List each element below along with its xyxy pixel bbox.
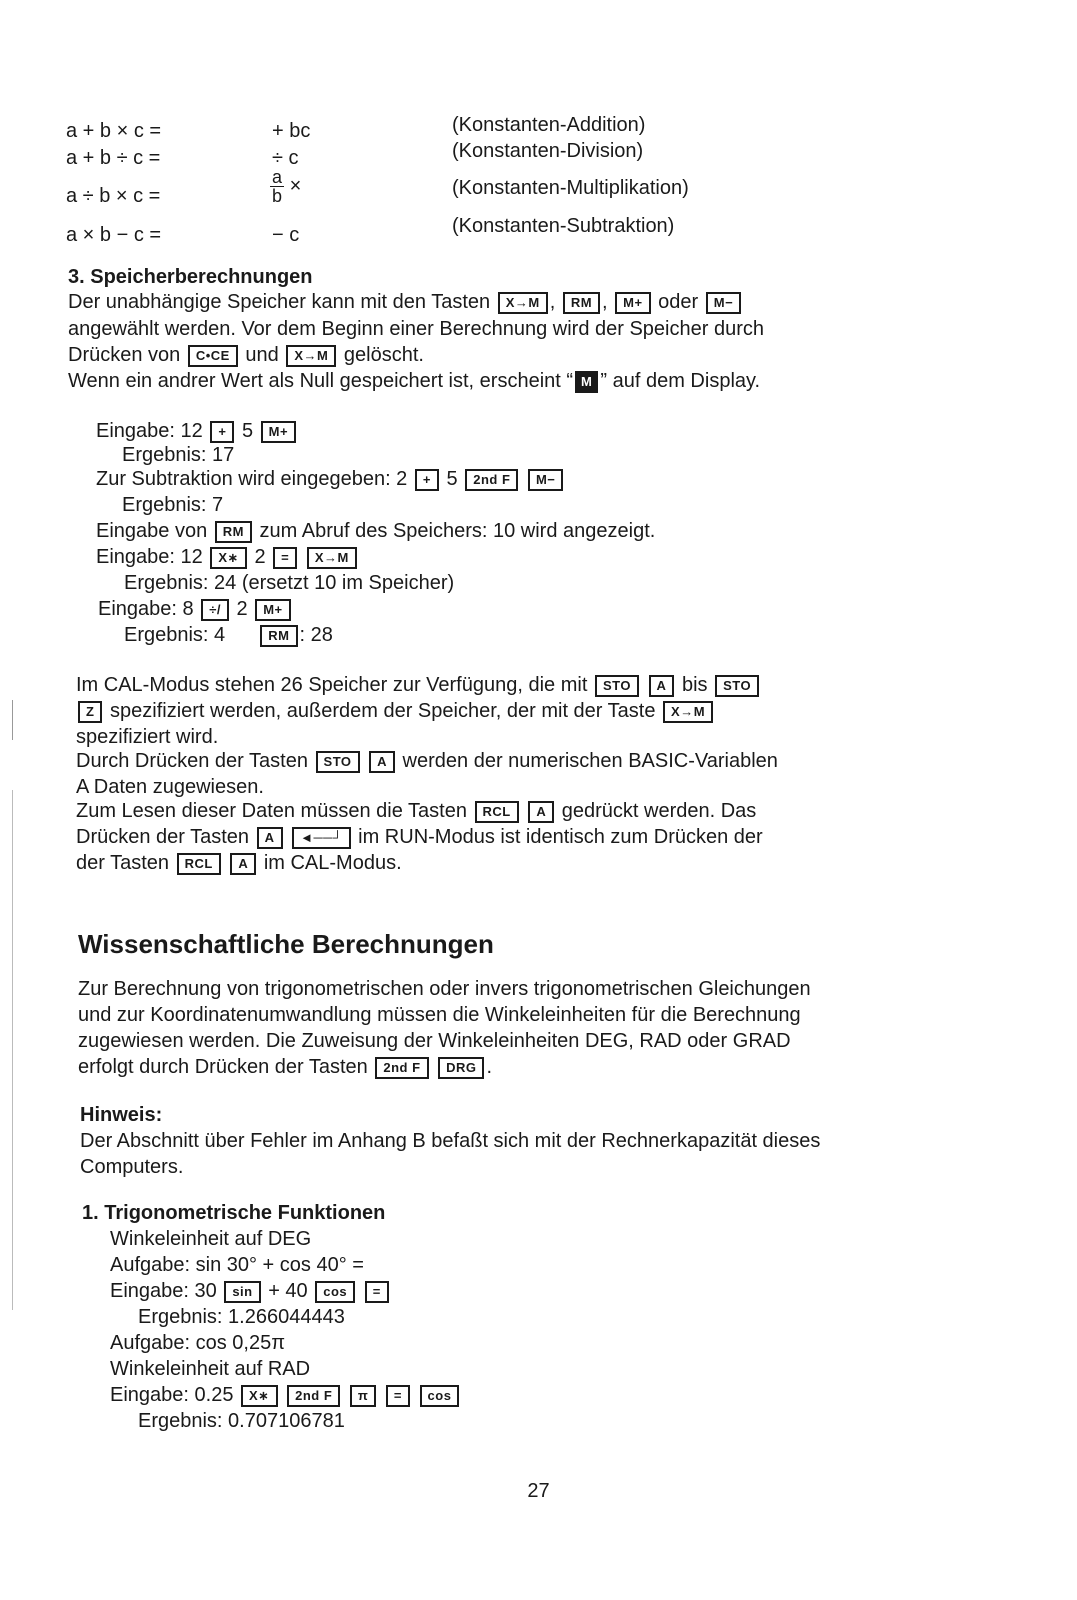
sto-key: STO <box>715 675 759 697</box>
note-heading: Hinweis: <box>80 1104 163 1126</box>
sci-line-2: und zur Koordinatenumwandlung müssen die Winkeleinheiten für die Berechnung <box>78 1004 801 1026</box>
trig-result-1: Ergebnis: 1.266044443 <box>138 1306 345 1328</box>
example-input-4: Eingabe: 12 X∗ 2 = X→M <box>96 544 359 570</box>
trig-line-2: Aufgabe: sin 30° + cos 40° = <box>110 1254 364 1276</box>
cal-line-6: Zum Lesen dieser Daten müssen die Tasten RCL A gedrückt werden. Das <box>76 800 757 822</box>
example-input-1: Eingabe: 12 + 5 M+ <box>96 418 298 444</box>
m-indicator-icon: M <box>575 371 598 393</box>
cce-key: C•CE <box>188 345 238 367</box>
equals-key: = <box>365 1281 389 1303</box>
rcl-key: RCL <box>475 801 519 823</box>
sci-line-4: erfolgt durch Drücken der Tasten 2nd F DRG . <box>78 1056 493 1078</box>
formula-op-1: + bc <box>272 120 311 142</box>
formula-op-4: − c <box>272 224 300 246</box>
trig-line-7: Eingabe: 0.25 X∗ 2nd F π = cos <box>110 1382 461 1408</box>
note-line-1: Der Abschnitt über Fehler im Anhang B befaßt sich mit der Rechnerkapazität dieses <box>80 1130 821 1152</box>
formula-desc-2: (Konstanten-Division) <box>452 140 644 162</box>
cal-line-4: Durch Drücken der Tasten STO A werden der numerischen BASIC-Variablen <box>76 750 778 772</box>
trig-line-6: Winkeleinheit auf RAD <box>110 1358 311 1380</box>
note-line-2: Computers. <box>80 1156 184 1178</box>
cal-line-2: Z spezifiziert werden, außerdem der Speicher, der mit der Taste X→M <box>76 698 715 724</box>
mplus-key: M+ <box>615 292 650 314</box>
trig-line-1: Winkeleinheit auf DEG <box>110 1228 312 1250</box>
memory-line-1: Der unabhängige Speicher kann mit den Tasten X→M , RM , M+ oder M− <box>68 289 743 315</box>
cos-key: cos <box>420 1385 460 1407</box>
cal-line-7: Drücken der Tasten A ◄──┘ im RUN-Modus ist identisch zum Drücken der <box>76 826 763 848</box>
sin-key: sin <box>224 1281 260 1303</box>
xm-key: X→M <box>663 701 713 723</box>
trig-heading: 1. Trigonometrische Funktionen <box>82 1202 386 1224</box>
memory-line-4: Wenn ein andrer Wert als Null gespeichert ist, erscheint “ M ” auf dem Display. <box>68 370 761 392</box>
memory-line-3: Drücken von C•CE und X→M gelöscht. <box>68 344 424 366</box>
section-title: Wissenschaftliche Berechnungen <box>78 929 494 959</box>
a-key: A <box>230 853 256 875</box>
scan-margin-mark <box>12 790 13 1310</box>
trig-result-2: Ergebnis: 0.707106781 <box>138 1410 345 1432</box>
times-key: X∗ <box>241 1385 278 1407</box>
second-f-key: 2nd F <box>287 1385 340 1407</box>
cal-line-3: spezifiziert wird. <box>76 726 219 748</box>
formula-expr-1: a + b × c = <box>66 120 162 142</box>
plus-key: + <box>210 421 234 443</box>
second-f-key: 2nd F <box>465 469 518 491</box>
enter-key: ◄──┘ <box>292 827 351 849</box>
rm-key: RM <box>260 625 297 647</box>
example-result-5: Ergebnis: 4 RM : 28 <box>124 624 333 646</box>
xm-key: X→M <box>498 292 548 314</box>
mplus-key: M+ <box>255 599 290 621</box>
formula-expr-3: a ÷ b × c = <box>66 185 161 207</box>
memory-heading: 3. Speicherberechnungen <box>68 266 313 288</box>
fraction: $\frac{a}{b}$ <box>272 167 283 206</box>
formula-desc-3: (Konstanten-Multiplikation) <box>452 177 689 199</box>
second-f-key: 2nd F <box>375 1057 428 1079</box>
page-number: 27 <box>527 1480 550 1502</box>
cal-line-8: der Tasten RCL A im CAL-Modus. <box>76 852 402 874</box>
sto-key: STO <box>595 675 639 697</box>
example-input-3: Eingabe von RM zum Abruf des Speichers: 10 wird angezeigt. <box>96 520 656 542</box>
example-result-4: Ergebnis: 24 (ersetzt 10 im Speicher) <box>124 572 455 594</box>
times-key: X∗ <box>210 547 247 569</box>
xm-key: X→M <box>307 547 357 569</box>
equals-key: = <box>273 547 297 569</box>
formula-expr-4: a × b − c = <box>66 224 162 246</box>
z-key: Z <box>78 701 102 723</box>
drg-key: DRG <box>438 1057 484 1079</box>
cal-line-1: Im CAL-Modus stehen 26 Speicher zur Verfügung, die mit STO A bis STO <box>76 672 761 698</box>
mminus-key: M− <box>528 469 563 491</box>
formula-desc-1: (Konstanten-Addition) <box>452 114 646 136</box>
equals-key: = <box>386 1385 410 1407</box>
mplus-key: M+ <box>261 421 296 443</box>
sci-line-1: Zur Berechnung von trigonometrischen oder invers trigonometrischen Gleichungen <box>78 978 811 1000</box>
a-key: A <box>257 827 283 849</box>
formula-op-2: ÷ c <box>272 147 299 169</box>
scan-margin-mark <box>12 700 13 740</box>
sci-line-3: zugewiesen werden. Die Zuweisung der Winkeleinheiten DEG, RAD oder GRAD <box>78 1030 791 1052</box>
rcl-key: RCL <box>177 853 221 875</box>
rm-key: RM <box>215 521 252 543</box>
example-result-2: Ergebnis: 7 <box>122 494 224 516</box>
memory-line-2: angewählt werden. Vor dem Beginn einer Berechnung wird der Speicher durch <box>68 318 764 340</box>
a-key: A <box>649 675 675 697</box>
example-input-5: Eingabe: 8 ÷/ 2 M+ <box>98 596 293 622</box>
divide-key: ÷/ <box>201 599 229 621</box>
cos-key: cos <box>315 1281 355 1303</box>
formula-op-3: $\frac{a}{b}$ × <box>272 167 302 206</box>
trig-line-5: Aufgabe: cos 0,25π <box>110 1332 286 1354</box>
trig-line-3: Eingabe: 30 sin + 40 cos = <box>110 1278 391 1304</box>
example-input-2: Zur Subtraktion wird eingegeben: 2 + 5 2nd F M− <box>96 466 565 492</box>
a-key: A <box>369 751 395 773</box>
rm-key: RM <box>563 292 600 314</box>
formula-desc-4: (Konstanten-Subtraktion) <box>452 215 675 237</box>
example-result-1: Ergebnis: 17 <box>122 444 235 466</box>
pi-key: π <box>350 1385 376 1407</box>
formula-expr-2: a + b ÷ c = <box>66 147 161 169</box>
a-key: A <box>528 801 554 823</box>
xm-key: X→M <box>286 345 336 367</box>
mminus-key: M− <box>706 292 741 314</box>
plus-key: + <box>415 469 439 491</box>
sto-key: STO <box>316 751 360 773</box>
cal-line-5: A Daten zugewiesen. <box>76 776 264 798</box>
